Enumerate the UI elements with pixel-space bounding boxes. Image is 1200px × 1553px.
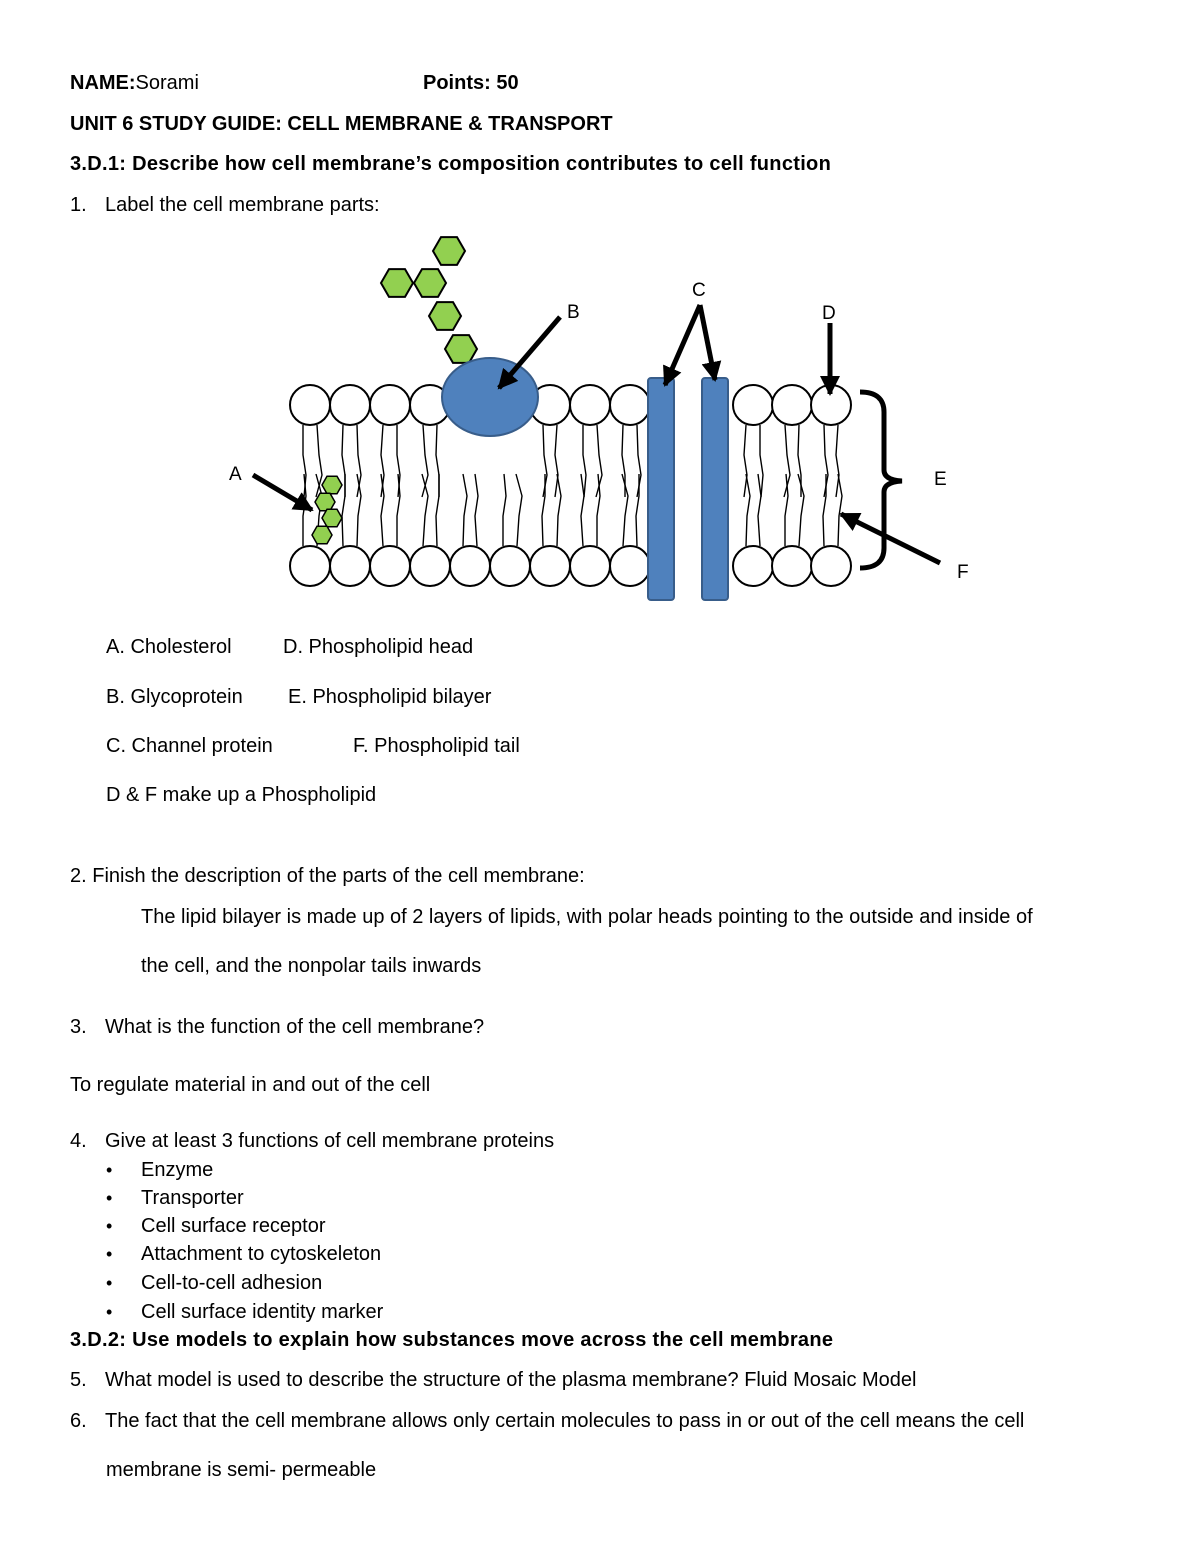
phospholipid-head: [733, 385, 773, 425]
phospholipid-head: [733, 546, 773, 586]
list-item: • Attachment to cytoskeleton: [106, 1243, 382, 1265]
list-item: • Cell surface identity marker: [106, 1301, 384, 1323]
phospholipid-head: [290, 546, 330, 586]
question-1-prompt: Label the cell membrane parts:: [105, 194, 380, 216]
question-5-number: 5.: [70, 1369, 87, 1391]
bilayer-heads: [290, 385, 851, 586]
phospholipid-tail: [516, 474, 522, 546]
phospholipid-tail: [622, 425, 625, 497]
phospholipid-head: [772, 546, 812, 586]
cholesterol: [312, 476, 342, 543]
phospholipid-tail: [744, 425, 747, 497]
phospholipid-head: [410, 546, 450, 586]
question-6-line1: The fact that the cell membrane allows only certain molecules to pass in or out of the cell means the cell: [105, 1410, 1025, 1432]
phospholipid-tail: [636, 474, 639, 546]
question-2-answer-line2: the cell, and the nonpolar tails inwards: [141, 955, 482, 977]
question-3-number: 3.: [70, 1016, 87, 1038]
phospholipid-head: [330, 385, 370, 425]
phospholipid-head: [811, 546, 851, 586]
question-1-number: 1.: [70, 194, 87, 216]
phospholipid-tail: [555, 425, 558, 497]
diagram-label-f: F: [957, 562, 969, 583]
phospholipid-tail: [798, 425, 801, 497]
arrow-a: [253, 475, 312, 510]
list-item: • Cell-to-cell adhesion: [106, 1272, 323, 1294]
phospholipid-tail: [303, 474, 306, 546]
bullet-icon: •: [106, 1160, 113, 1180]
phospholipid-tail: [836, 425, 839, 497]
phospholipid-tail: [785, 474, 788, 546]
phospholipid-tail: [381, 474, 384, 546]
question-5: [70, 1368, 916, 1392]
diagram-label-d: D: [822, 303, 836, 324]
question-3: [70, 1015, 484, 1039]
phospholipid-tail: [463, 474, 467, 546]
phospholipid-tail: [838, 474, 842, 546]
question-2: 2. Finish the description of the parts of the cell membrane:: [70, 865, 585, 887]
phospholipid-tail: [622, 474, 628, 546]
phospholipid-head: [772, 385, 812, 425]
phospholipid-tail: [357, 474, 361, 546]
bilayer-tails: [303, 425, 842, 546]
bullet-icon: •: [106, 1302, 113, 1322]
bullet-icon: •: [106, 1188, 113, 1208]
phospholipid-head: [570, 385, 610, 425]
list-item: • Enzyme: [106, 1159, 214, 1181]
phospholipid-tail: [503, 474, 506, 546]
question-2-answer-line1: The lipid bilayer is made up of 2 layers of lipids, with polar heads pointing to the outside and inside of: [141, 906, 1033, 928]
objective-3d1: 3.D.1: Describe how cell membrane’s composition contributes to cell function: [70, 153, 832, 175]
phospholipid-tail: [823, 474, 826, 546]
phospholipid-tail: [436, 474, 439, 546]
question-4-number: 4.: [70, 1130, 87, 1152]
answer-note: D & F make up a Phospholipid: [106, 784, 377, 806]
phospholipid-head: [610, 546, 650, 586]
diagram-label-c: C: [692, 280, 706, 301]
points: Points: 50: [423, 72, 519, 94]
phospholipid-tail: [758, 474, 761, 546]
phospholipid-head: [370, 385, 410, 425]
phospholipid-tail: [557, 474, 561, 546]
phospholipid-head: [290, 385, 330, 425]
phospholipid-tail: [475, 474, 478, 546]
phospholipid-tail: [422, 474, 428, 546]
glycoprotein: [442, 358, 538, 436]
bullet-icon: •: [106, 1273, 113, 1293]
phospholipid-tail: [542, 474, 545, 546]
name-value: Sorami: [135, 72, 199, 94]
question-6-line2: membrane is semi- permeable: [106, 1459, 377, 1481]
phospholipid-head: [490, 546, 530, 586]
phospholipid-tail: [583, 425, 586, 497]
page-title: UNIT 6 STUDY GUIDE: CELL MEMBRANE & TRANSPORT: [70, 113, 613, 135]
channel-protein-right: [702, 378, 728, 600]
channel-protein-left: [648, 378, 674, 600]
bullet-icon: •: [106, 1216, 113, 1236]
objective-3d2: 3.D.2: Use models to explain how substances move across the cell membrane: [70, 1329, 834, 1351]
phospholipid-head: [570, 546, 610, 586]
phospholipid-head: [370, 546, 410, 586]
phospholipid-tail: [760, 425, 763, 497]
phospholipid-head: [330, 546, 370, 586]
arrow-c-left: [665, 305, 700, 385]
glycoprotein-sugar-chain: [381, 237, 477, 363]
diagram-label-b: B: [567, 302, 580, 323]
phospholipid-tail: [746, 474, 750, 546]
question-3-answer: To regulate material in and out of the cell: [70, 1074, 431, 1096]
question-6: [70, 1409, 1024, 1433]
phospholipid-head: [610, 385, 650, 425]
answer-a: A. Cholesterol: [106, 636, 232, 658]
list-item: • Transporter: [106, 1187, 244, 1209]
question-6-number: 6.: [70, 1410, 87, 1432]
name-label: NAME:: [70, 72, 136, 94]
question-4-prompt: Give at least 3 functions of cell membrane proteins: [105, 1130, 555, 1152]
question-3-prompt: What is the function of the cell membrane?: [105, 1016, 485, 1038]
diagram-label-a: A: [229, 464, 242, 485]
phospholipid-head: [450, 546, 490, 586]
phospholipid-tail: [581, 474, 584, 546]
answer-b: B. Glycoprotein: [106, 686, 243, 708]
arrow-c-right: [700, 305, 715, 380]
phospholipid-head: [530, 546, 570, 586]
phospholipid-tail: [798, 474, 804, 546]
question-4: [70, 1129, 554, 1153]
answer-c: C. Channel protein: [106, 735, 273, 757]
question-5-text: What model is used to describe the structure of the plasma membrane? Fluid Mosaic Model: [105, 1369, 917, 1391]
diagram-label-e: E: [934, 469, 947, 490]
cell-membrane-diagram: [0, 0, 1200, 640]
answer-e: E. Phospholipid bilayer: [288, 686, 492, 708]
bullet-icon: •: [106, 1244, 113, 1264]
phospholipid-tail: [597, 474, 600, 546]
answer-d: D. Phospholipid head: [283, 636, 474, 658]
phospholipid-tail: [397, 474, 400, 546]
arrow-f: [841, 514, 940, 563]
answer-f: F. Phospholipid tail: [353, 735, 520, 757]
list-item: • Cell surface receptor: [106, 1215, 326, 1237]
